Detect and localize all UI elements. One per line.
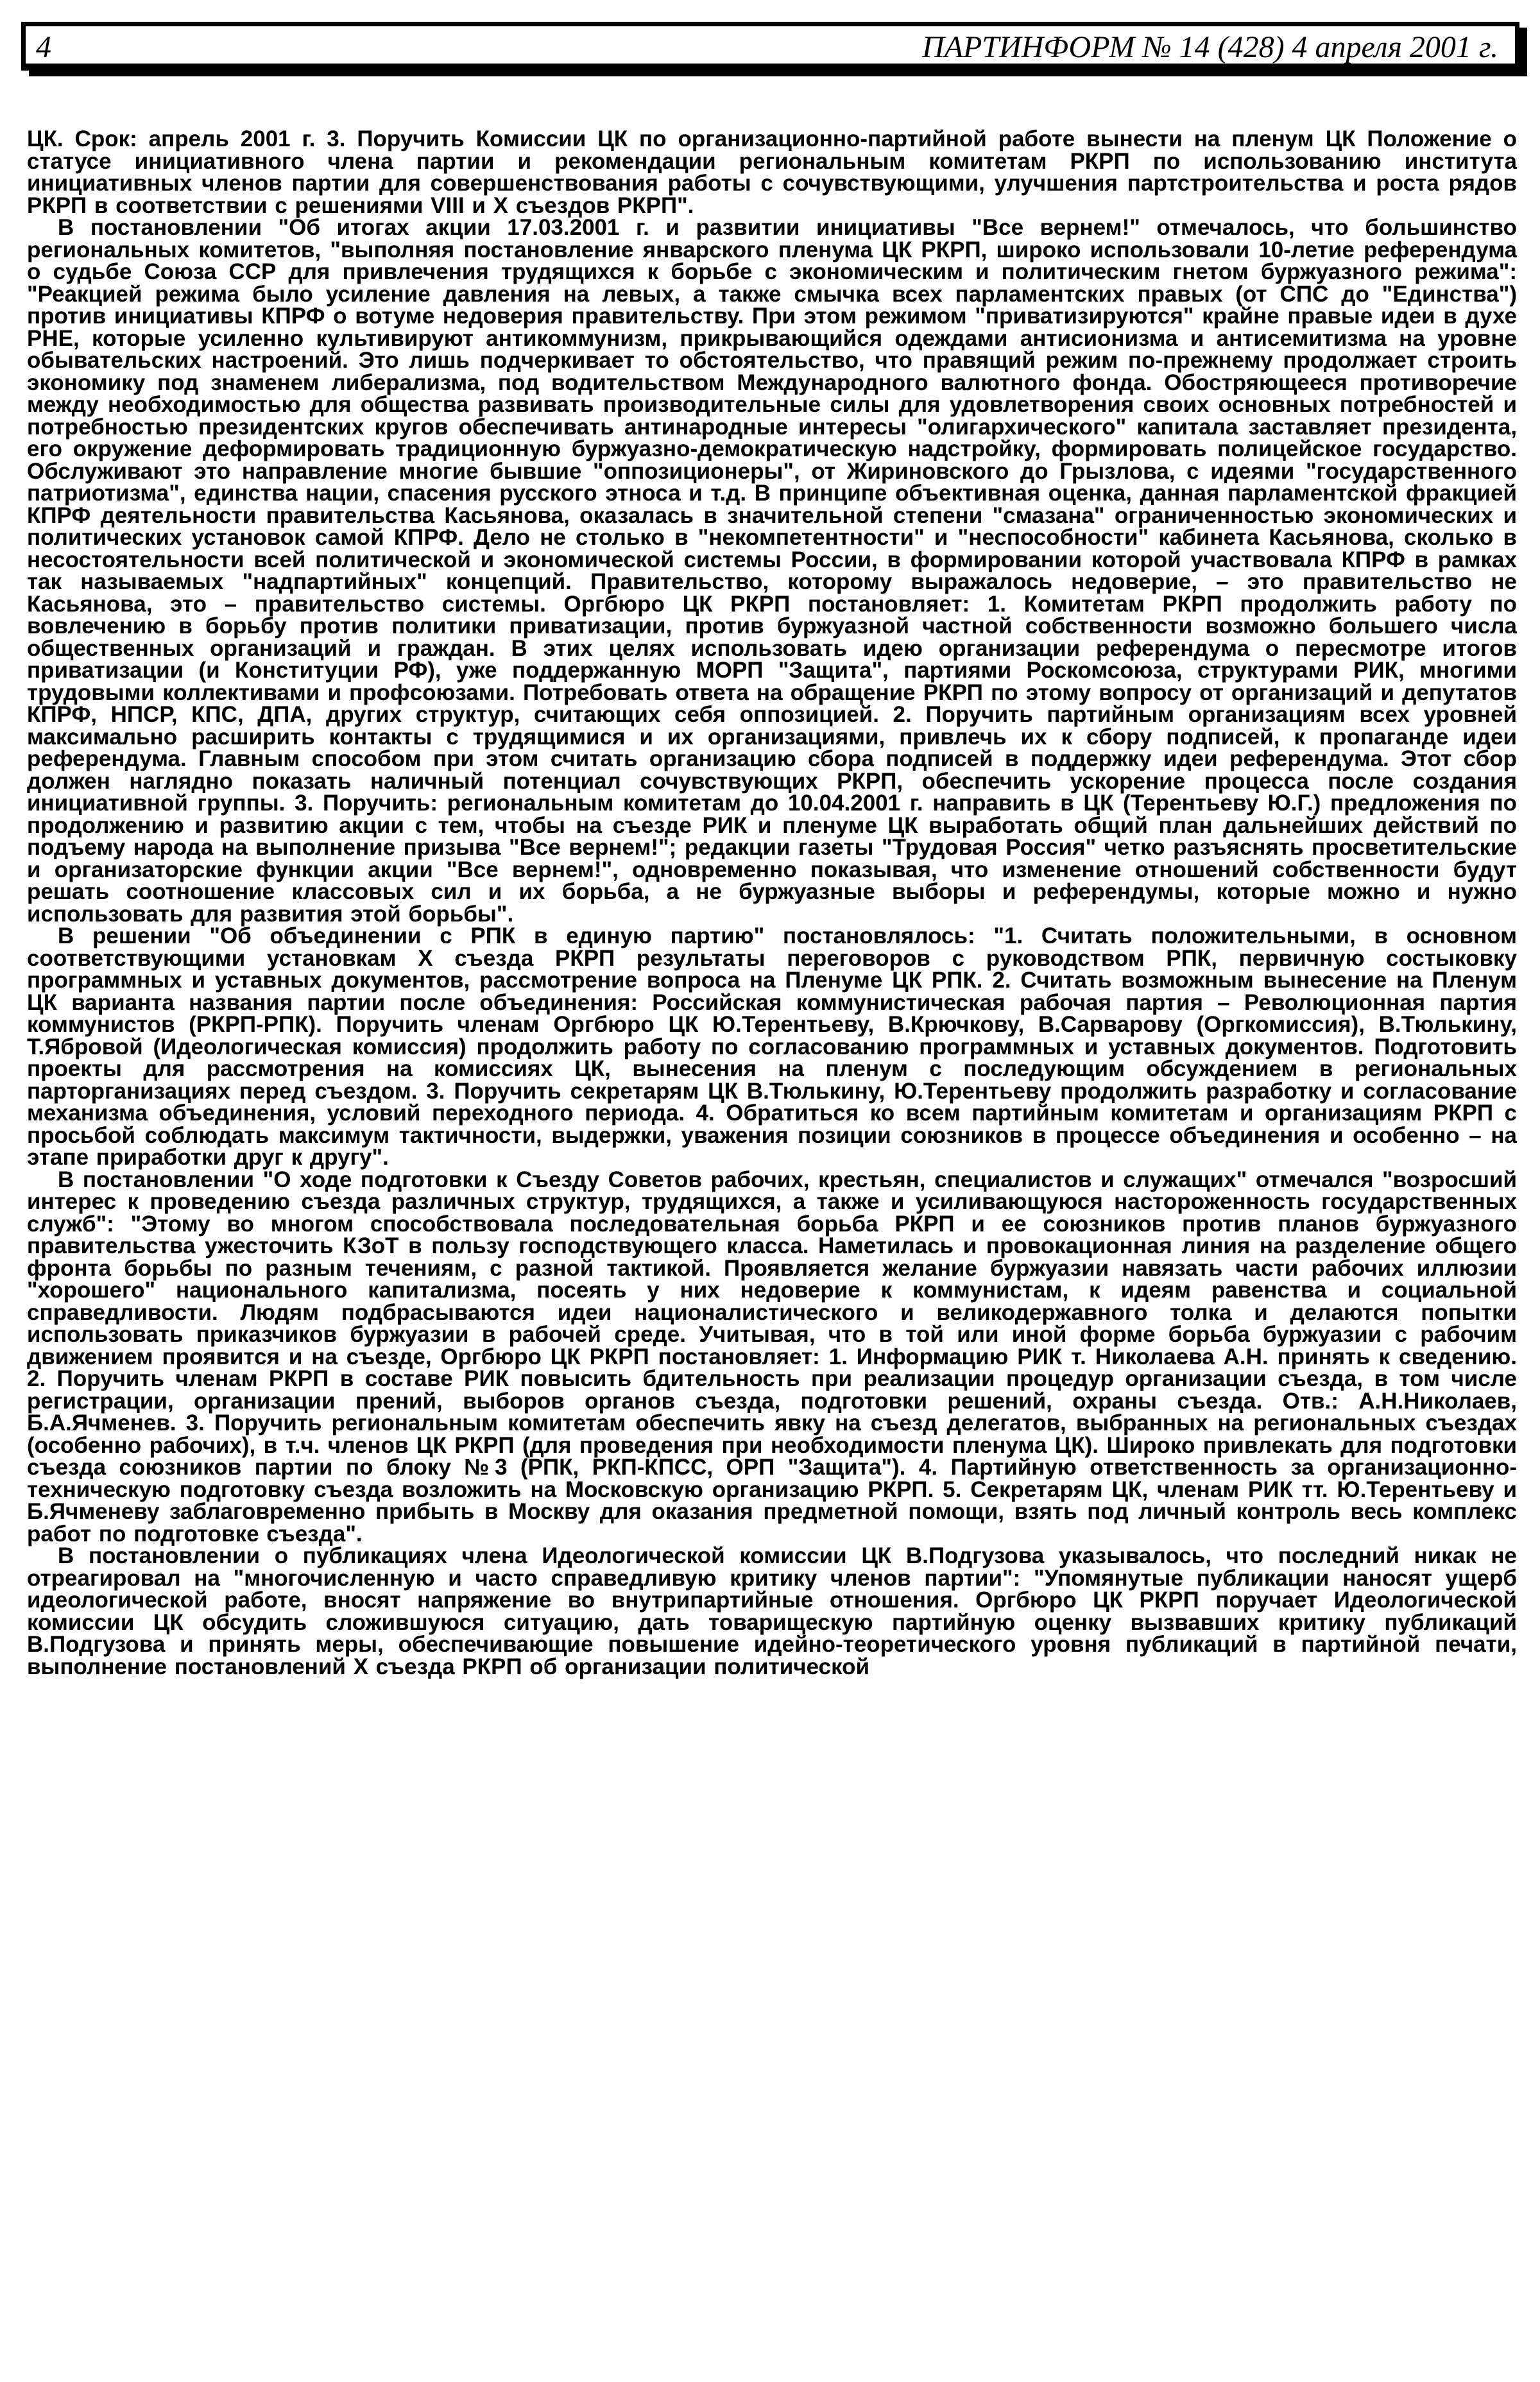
- paragraph-resolution-action: В постановлении "Об итогах акции 17.03.2001 г. и развитии инициативы "Все вернем!" отмечалось, что большинство региональных комитетов, "выполняя постановление январского пленума ЦК РКРП, широко использовали 10-летие референдума о судьбе Союза ССР для привлечения трудящихся к борьбе с экономическим и политическим гнетом буржуазного режима": "Реакцией режима было усиление давления на левых, а также смычка всех парламентских правых (от СПС до "Единства") против инициативы КПРФ о вотуме недоверия правительству. При этом режимом "приватизируются" крайне правые идеи в духе РНЕ, которые усиленно культивируют антикоммунизм, прикрывающийся одеждами антисионизма и антисемитизма на уровне обывательских настроений. Это лишь подчеркивает то обстоятельство, что правящий режим по-прежнему продолжает строить экономику под знаменем либерализма, под водительством Международного валютного фонда. Обостряющееся противоречие между необходимостью для общества развивать производительные силы для удовлетворения своих основных потребностей и потребностью президентских кругов обеспечивать антинародные интересы "олигархического" капитала заставляет президента, его окружение деформировать традиционную буржуазно-демократическую надстройку, формировать полицейское государство. Обслуживают это направление многие бывшие "оппозиционеры", от Жириновского до Грызлова, с идеями "государственного патриотизма", единства нации, спасения русского этноса и т.д. В принципе объективная оценка, данная парламентской фракцией КПРФ деятельности правительства Касьянова, оказалась в значительной степени "смазана" ограниченностью экономических и политических установок самой КПРФ. Дело не столько в "некомпетентности" и "неспособности" кабинета Касьянова, сколько в несостоятельности всей политической и экономической системы России, в формировании которой участвовала КПРФ в рамках так называемых "надпартийных" концепций. Правительство, которому выражалось недоверие, – это правительство не Касьянова, это – правительство системы. Оргбюро ЦК РКРП постановляет: 1. Комитетам РКРП продолжить работу по вовлечению в борьбу против политики приватизации, против буржуазной частной собственности возможно большего числа общественных организаций и граждан. В этих целях использовать идею организации референдума о пересмотре итогов приватизации (и Конституции РФ), уже поддержанную МОРП "Защита", партиями Роскомсоюза, структурами РИК, многими трудовыми коллективами и профсоюзами. Потребовать ответа на обращение РКРП по этому вопросу от организаций и депутатов КПРФ, НПСР, КПС, ДПА, других структур, считающих себя оппозицией. 2. Поручить партийным организациям всех уровней максимально расширить контакты с трудящимися и их организациями, привлечь их к сбору подписей, к пропаганде идеи референдума. Главным способом при этом считать организацию сбора подписей в поддержку идеи референдума. Этот сбор должен наглядно показать наличный потенциал сочувствующих РКРП, обеспечить ускорение процесса после создания инициативной группы. 3. Поручить: региональным комитетам до 10.04.2001 г. направить в ЦК (Терентьеву Ю.Г.) предложения по продолжению и развитию акции с тем, чтобы на съезде РИК и пленуме ЦК выработать общий план дальнейших действий по подъему народа на выполнение призыва "Все вернем!"; редакции газеты "Трудовая Россия" четко разъяснять просветительские и организаторские функции акции "Все вернем!", одновременно показывая, что изменение отношений собственности будут решать соотношение классовых сил и их борьба, а не буржуазные выборы и референдумы, которые можно и нужно использовать для развития этой борьбы".: [27, 215, 1517, 927]
- paragraph-congress-preparation: В постановлении "О ходе подготовки к Съезду Советов рабочих, крестьян, специалистов и служащих" отмечался "возросший интерес к проведению съезда различных структур, трудящихся, а также и усиливающуюся настороженность государственных служб": "Этому во многом способствовала последовательная борьба РКРП и ее союзников против планов буржуазного правительства ужесточить КЗоТ в пользу господствующего класса. Наметилась и провокационная линия на разделение общего фронта борьбы по разным течениям, с разной тактикой. Проявляется желание буржуазии навязать части рабочих иллюзии "хорошего" национального капитализма, посеять у них недоверие к коммунистам, к идеям равенства и социальной справедливости. Людям подбрасываются идеи националистического и великодержавного толка и делаются попытки использовать приказчиков буржуазии в рабочей среде. Учитывая, что в той или иной форме борьба буржуазии с рабочим движением проявится и на съезде, Оргбюро ЦК РКРП постановляет: 1. Информацию РИК т. Николаева А.Н. принять к сведению. 2. Поручить членам РКРП в составе РИК повысить бдительность при реализации процедур организации съезда, в том числе регистрации, организации прений, выборов органов съезда, подготовки решений, охраны съезда. Отв.: А.Н.Николаев, Б.А.Ячменев. 3. Поручить региональным комитетам обеспечить явку на съезд делегатов, выбранных на региональных съездах (особенно рабочих), в т.ч. членов ЦК РКРП (для проведения при необходимости пленума ЦК). Широко привлекать для подготовки съезда союзников партии по блоку №3 (РПК, РКП-КПСС, ОРП "Защита"). 4. Партийную ответственность за организационно-техническую подготовку съезда возложить на Московскую организацию РКРП. 5. Секретарям ЦК, членам РИК тт. Ю.Терентьеву и Б.Ячменеву заблаговременно прибыть в Москву для оказания предметной помощи, взять под личный контроль весь комплекс работ по подготовке съезда".: [27, 1167, 1517, 1547]
- paragraph-continuation: ЦК. Срок: апрель 2001 г. 3. Поручить Комиссии ЦК по организационно-партийной работе вынести на пленум ЦК Положение о статусе инициативного члена партии и рекомендации региональным комитетам РКРП по использованию института инициативных членов партии для совершенствования работы с сочувствующими, улучшения партстроительства и роста рядов РКРП в соответствии с решениями VIII и X съездов РКРП".: [27, 126, 1517, 218]
- page-header: [21, 22, 1519, 71]
- paragraph-unification-rpk: В решении "Об объединении с РПК в единую партию" постановлялось: "1. Считать положительными, в основном соответствующими установкам X съезда РКРП результаты переговоров с руководством РПК, первичную состыковку программных и уставных документов, рассмотрение вопроса на Пленуме ЦК РПК. 2. Считать возможным вынесение на Пленум ЦК варианта названия партии после объединения: Российская коммунистическая рабочая партия – Революционная партия коммунистов (РКРП-РПК). Поручить членам Оргбюро ЦК Ю.Терентьеву, В.Крючкову, В.Сарварову (Оргкомиссия), В.Тюлькину, Т.Ябровой (Идеологическая комиссия) продолжить работу по согласованию программных и уставных документов. Подготовить проекты для рассмотрения на комиссиях ЦК, вынесения на пленум с последующим обсуждением в региональных парторганизациях перед съездом. 3. Поручить секретарям ЦК В.Тюлькину, Ю.Терентьеву продолжить разработку и согласование механизма объединения, условий переходного периода. 4. Обратиться ко всем партийным комитетам и организациям РКРП с просьбой соблюдать максимум тактичности, выдержки, уважения позиции союзников в процессе объединения и особенно – на этапе приработки друг к другу".: [27, 923, 1517, 1170]
- newsletter-title: ПАРТИНФОРМ № 14 (428) 4 апреля 2001 г.: [922, 30, 1498, 64]
- article-body: [27, 128, 1517, 1678]
- paragraph-podguzov-publications: В постановлении о публикациях члена Идеологической комиссии ЦК В.Подгузова указывалось, что последний никак не отреагировал на "многочисленную и часто справедливую критику членов партии": "Упомянутые публикации наносят ущерб идеологической работе, вносят напряжение во внутрипартийные отношения. Оргбюро ЦК РКРП поручает Идеологической комиссии ЦК обсудить сложившуюся ситуацию, дать товарищескую партийную оценку вызвавших критику публикаций В.Подгузова и принять меры, обеспечивающие повышение идейно-теоретического уровня публикаций в партийной печати, выполнение постановлений X съезда РКРП об организации политической: [27, 1543, 1517, 1679]
- page-number: 4: [36, 30, 51, 64]
